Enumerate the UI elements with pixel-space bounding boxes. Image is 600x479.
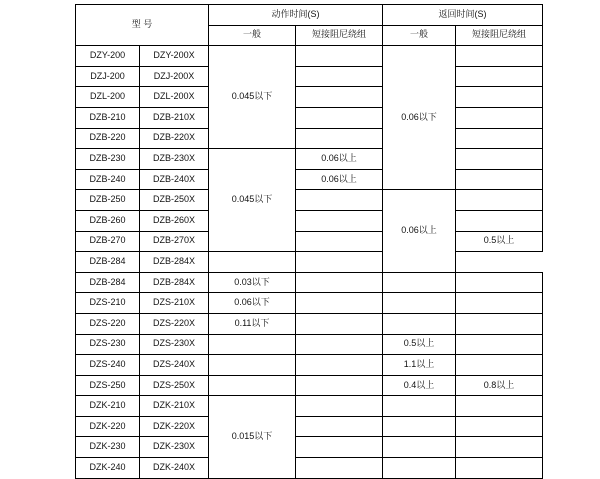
cell-action-damping — [296, 66, 383, 87]
cell-model-b: DZB-240X — [140, 169, 209, 190]
cell-return-normal — [383, 437, 456, 458]
cell-action-damping — [296, 128, 383, 149]
cell-return-damping — [456, 149, 543, 170]
cell-action-normal: 0.045以下 — [209, 46, 296, 149]
cell-model-b: DZB-230X — [140, 149, 209, 170]
cell-model-b: DZK-210X — [140, 396, 209, 417]
cell-return-damping — [456, 437, 543, 458]
cell-return-normal: 0.4以上 — [383, 375, 456, 396]
table-header — [76, 5, 543, 46]
cell-action-damping — [296, 416, 383, 437]
cell-action-damping — [296, 313, 383, 334]
cell-return-damping: 0.8以上 — [456, 375, 543, 396]
cell-return-normal: 0.06以上 — [383, 190, 456, 272]
cell-model-a: DZB-284 — [76, 272, 140, 293]
cell-model-b: DZJ-200X — [140, 66, 209, 87]
cell-model-a: DZB-270 — [76, 231, 140, 252]
cell-action-damping — [296, 437, 383, 458]
cell-model-a: DZS-220 — [76, 313, 140, 334]
cell-return-damping — [456, 46, 543, 67]
cell-return-normal: 1.1以上 — [383, 355, 456, 376]
header-model: 型 号 — [76, 5, 209, 46]
cell-model-b: DZS-250X — [140, 375, 209, 396]
cell-action-damping — [296, 272, 383, 293]
cell-return-damping — [456, 107, 543, 128]
cell-return-normal — [383, 272, 456, 293]
cell-action-normal: 0.045以下 — [209, 149, 296, 252]
cell-model-b: DZB-220X — [140, 128, 209, 149]
cell-model-a: DZB-240 — [76, 169, 140, 190]
cell-return-normal: 0.5以上 — [383, 334, 456, 355]
cell-action-normal: 0.03以下 — [209, 272, 296, 293]
cell-action-damping: 0.06以上 — [296, 149, 383, 170]
header-action-normal: 一般 — [209, 25, 296, 46]
header-return-time: 返回时间(S) — [383, 5, 543, 26]
table-row — [76, 107, 543, 128]
cell-model-a: DZB-260 — [76, 210, 140, 231]
cell-model-b: DZB-210X — [140, 107, 209, 128]
cell-model-a: DZK-220 — [76, 416, 140, 437]
cell-model-a: DZK-210 — [76, 396, 140, 417]
header-action-time: 动作时间(S) — [209, 5, 383, 26]
table-row — [76, 355, 543, 376]
table-row — [76, 169, 543, 190]
cell-model-b: DZS-230X — [140, 334, 209, 355]
table-row — [76, 437, 543, 458]
cell-return-damping — [456, 272, 543, 293]
cell-return-damping — [456, 128, 543, 149]
cell-action-damping — [296, 458, 383, 479]
cell-action-damping — [296, 107, 383, 128]
cell-model-b: DZL-200X — [140, 87, 209, 108]
cell-model-a: DZB-230 — [76, 149, 140, 170]
cell-action-damping — [296, 87, 383, 108]
cell-return-damping — [456, 66, 543, 87]
cell-action-damping — [296, 396, 383, 417]
cell-model-a: DZB-220 — [76, 128, 140, 149]
table-row — [76, 46, 543, 67]
cell-action-damping — [209, 252, 296, 273]
cell-action-normal: 0.11以下 — [209, 313, 296, 334]
cell-return-damping — [456, 313, 543, 334]
table-row — [76, 375, 543, 396]
header-return-damping: 短接阻尼绕组 — [456, 25, 543, 46]
cell-action-damping — [296, 231, 383, 252]
table-row — [76, 416, 543, 437]
cell-action-damping — [296, 46, 383, 67]
cell-return-normal — [383, 458, 456, 479]
cell-return-damping — [296, 252, 383, 273]
table-row — [76, 87, 543, 108]
cell-action-normal — [209, 355, 296, 376]
cell-action-damping — [296, 334, 383, 355]
cell-return-damping — [456, 87, 543, 108]
cell-action-normal — [209, 375, 296, 396]
cell-return-damping — [456, 334, 543, 355]
header-action-damping: 短接阻尼绕组 — [296, 25, 383, 46]
cell-return-damping — [456, 210, 543, 231]
cell-model-a: DZS-250 — [76, 375, 140, 396]
cell-model-a: DZS-230 — [76, 334, 140, 355]
cell-model-b: DZB-250X — [140, 190, 209, 211]
table-row — [76, 252, 543, 273]
cell-model-b: DZS-240X — [140, 355, 209, 376]
cell-model-b: DZB-270X — [140, 231, 209, 252]
table-row — [76, 190, 543, 211]
cell-model-b: DZB-284X — [140, 272, 209, 293]
cell-model-b: DZK-220X — [140, 416, 209, 437]
cell-model-b: DZK-230X — [140, 437, 209, 458]
cell-model-a: DZS-210 — [76, 293, 140, 314]
cell-return-normal — [383, 396, 456, 417]
table-body — [76, 46, 543, 478]
table-row — [76, 313, 543, 334]
cell-action-normal: 0.06以下 — [209, 293, 296, 314]
cell-model-a: DZK-230 — [76, 437, 140, 458]
table-row — [76, 293, 543, 314]
cell-model-b: DZY-200X — [140, 46, 209, 67]
cell-model-a: DZB-210 — [76, 107, 140, 128]
cell-model-a: DZJ-200 — [76, 66, 140, 87]
cell-model-a: DZB-284 — [76, 252, 140, 273]
table-row — [76, 210, 543, 231]
relay-timing-table — [75, 4, 543, 479]
cell-model-b: DZK-240X — [140, 458, 209, 479]
cell-return-damping — [456, 190, 543, 211]
header-return-normal: 一般 — [383, 25, 456, 46]
cell-model-b: DZB-260X — [140, 210, 209, 231]
table-row — [76, 66, 543, 87]
cell-model-a: DZB-250 — [76, 190, 140, 211]
cell-model-a: DZK-240 — [76, 458, 140, 479]
cell-return-damping — [456, 169, 543, 190]
cell-return-damping — [456, 396, 543, 417]
table-row — [76, 128, 543, 149]
cell-return-normal — [383, 293, 456, 314]
cell-model-a: DZS-240 — [76, 355, 140, 376]
cell-return-normal: 0.06以下 — [383, 46, 456, 190]
cell-action-damping — [296, 190, 383, 211]
table-header-group-row — [76, 5, 543, 26]
cell-model-a: DZY-200 — [76, 46, 140, 67]
cell-action-damping — [296, 210, 383, 231]
cell-model-b: DZS-210X — [140, 293, 209, 314]
cell-return-normal — [383, 313, 456, 334]
cell-return-damping: 0.5以上 — [456, 231, 543, 252]
cell-model-a: DZL-200 — [76, 87, 140, 108]
cell-return-normal — [383, 416, 456, 437]
cell-action-damping — [296, 375, 383, 396]
cell-return-damping — [456, 293, 543, 314]
table-row — [76, 272, 543, 293]
cell-return-damping — [456, 458, 543, 479]
cell-return-damping — [456, 355, 543, 376]
cell-action-damping: 0.06以上 — [296, 169, 383, 190]
table-row — [76, 458, 543, 479]
cell-action-normal — [209, 334, 296, 355]
table-row — [76, 334, 543, 355]
cell-model-b: DZB-284X — [140, 252, 209, 273]
cell-model-b: DZS-220X — [140, 313, 209, 334]
table-row — [76, 231, 543, 252]
cell-return-damping — [456, 416, 543, 437]
cell-action-damping — [296, 355, 383, 376]
table-row — [76, 396, 543, 417]
cell-action-normal: 0.015以下 — [209, 396, 296, 478]
table-row — [76, 149, 543, 170]
cell-action-damping — [296, 293, 383, 314]
